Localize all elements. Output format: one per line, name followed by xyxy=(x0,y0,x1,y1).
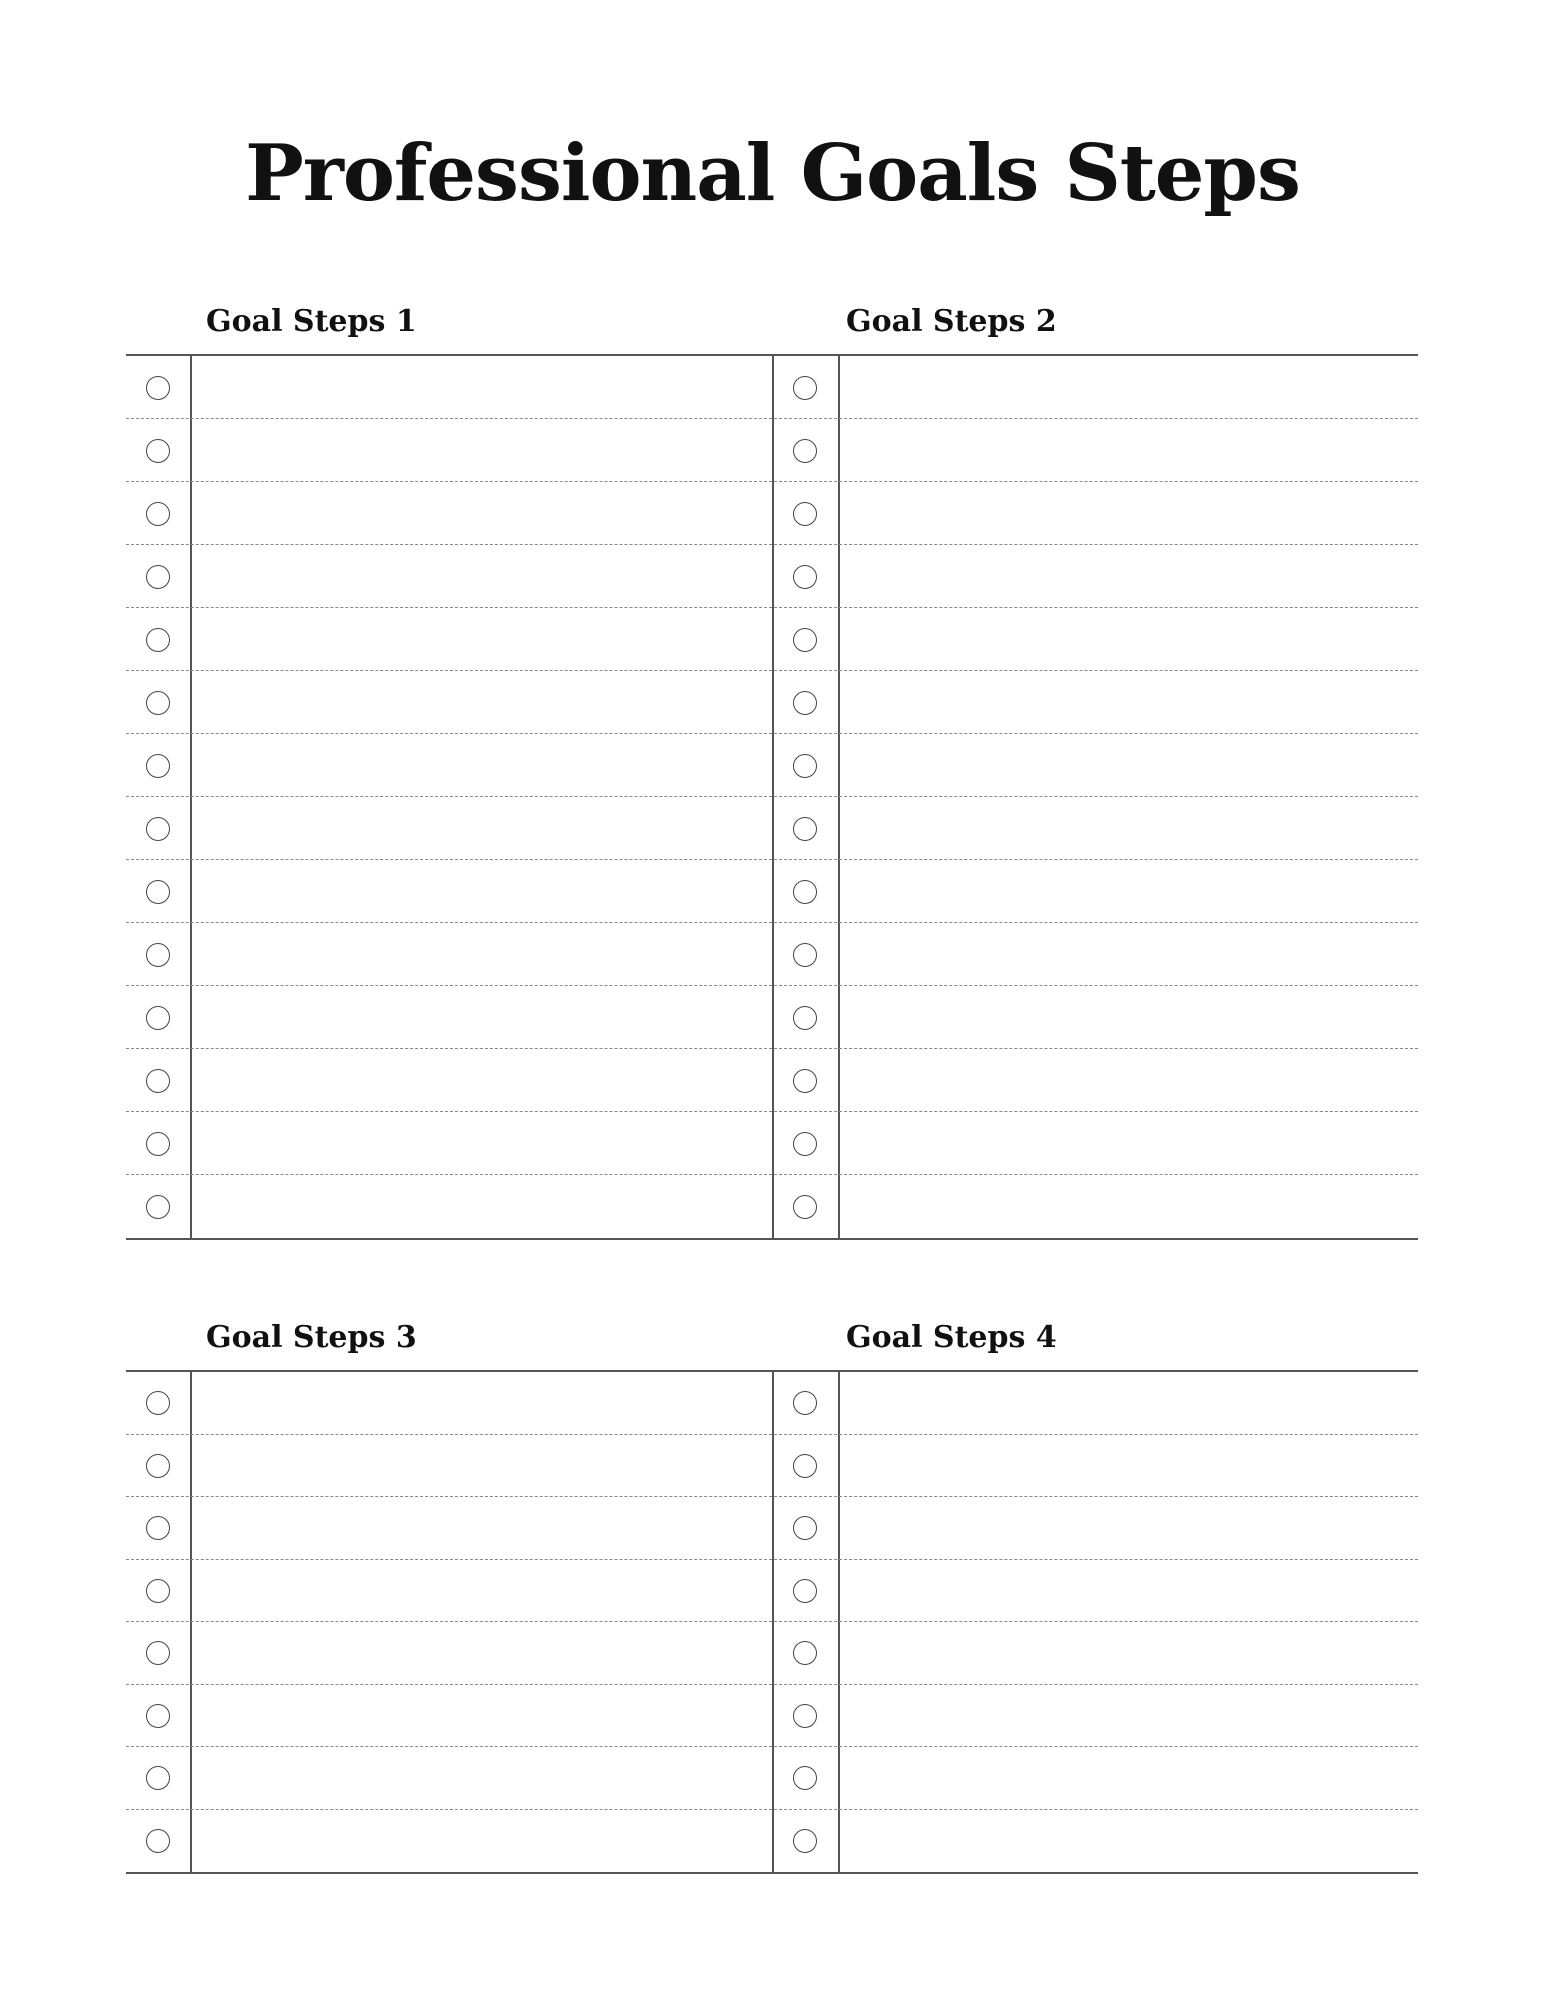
step-checkbox[interactable] xyxy=(793,1641,817,1665)
checklist-row xyxy=(126,1622,772,1685)
step-entry-field[interactable] xyxy=(842,1051,1414,1110)
step-entry-field[interactable] xyxy=(842,1687,1414,1746)
step-checkbox[interactable] xyxy=(793,502,817,526)
step-entry-field[interactable] xyxy=(842,1374,1414,1433)
step-entry-field[interactable] xyxy=(194,1624,768,1683)
checklist-row xyxy=(774,1810,1418,1873)
checklist-row xyxy=(774,734,1418,797)
checklist-row xyxy=(774,1112,1418,1175)
step-checkbox[interactable] xyxy=(793,880,817,904)
step-checkbox[interactable] xyxy=(146,1704,170,1728)
step-checkbox[interactable] xyxy=(146,628,170,652)
checklist-row xyxy=(126,1372,772,1435)
checklist-row xyxy=(774,1435,1418,1498)
checklist-panel-goal-steps-1 xyxy=(126,356,772,1238)
step-entry-field[interactable] xyxy=(194,1374,768,1433)
step-entry-field[interactable] xyxy=(194,1051,768,1110)
goal-steps-section-bottom xyxy=(126,1316,1418,1874)
step-checkbox[interactable] xyxy=(146,376,170,400)
step-entry-field[interactable] xyxy=(194,1177,768,1236)
step-checkbox[interactable] xyxy=(146,1516,170,1540)
step-checkbox[interactable] xyxy=(146,1766,170,1790)
step-checkbox[interactable] xyxy=(146,1641,170,1665)
step-entry-field[interactable] xyxy=(842,988,1414,1047)
step-entry-field[interactable] xyxy=(194,988,768,1047)
step-entry-field[interactable] xyxy=(194,799,768,858)
step-checkbox[interactable] xyxy=(793,1006,817,1030)
checklist-row xyxy=(774,1560,1418,1623)
step-checkbox[interactable] xyxy=(793,1454,817,1478)
checklist-row xyxy=(126,671,772,734)
step-entry-field[interactable] xyxy=(194,1562,768,1621)
step-entry-field[interactable] xyxy=(842,925,1414,984)
step-checkbox[interactable] xyxy=(146,439,170,463)
checklist-panel-goal-steps-4 xyxy=(772,1372,1418,1872)
step-entry-field[interactable] xyxy=(194,421,768,480)
step-checkbox[interactable] xyxy=(793,754,817,778)
step-entry-field[interactable] xyxy=(842,610,1414,669)
checklist-row xyxy=(774,986,1418,1049)
step-checkbox[interactable] xyxy=(146,691,170,715)
checklist-row xyxy=(126,419,772,482)
checklist-row xyxy=(774,419,1418,482)
step-checkbox[interactable] xyxy=(146,1391,170,1415)
step-checkbox[interactable] xyxy=(793,943,817,967)
step-checkbox[interactable] xyxy=(146,1454,170,1478)
checklist-row xyxy=(774,1175,1418,1238)
checklist-row xyxy=(126,545,772,608)
panel-title-goal-steps-4: Goal Steps 4 xyxy=(846,1320,1057,1355)
step-entry-field[interactable] xyxy=(842,1562,1414,1621)
step-entry-field[interactable] xyxy=(194,925,768,984)
checklist-row xyxy=(126,1560,772,1623)
step-checkbox[interactable] xyxy=(793,565,817,589)
checklist-row xyxy=(774,797,1418,860)
checklist-panel-goal-steps-3 xyxy=(126,1372,772,1872)
step-entry-field[interactable] xyxy=(194,862,768,921)
step-checkbox[interactable] xyxy=(793,439,817,463)
checklist-row xyxy=(774,608,1418,671)
step-entry-field[interactable] xyxy=(842,1114,1414,1173)
step-entry-field[interactable] xyxy=(842,862,1414,921)
checklist-row xyxy=(126,1435,772,1498)
checklist-row xyxy=(774,545,1418,608)
panel-title-goal-steps-1: Goal Steps 1 xyxy=(206,304,417,339)
step-checkbox[interactable] xyxy=(793,1132,817,1156)
checklist-row xyxy=(774,671,1418,734)
step-checkbox[interactable] xyxy=(793,1195,817,1219)
checklist-row xyxy=(126,1685,772,1748)
checklist-row xyxy=(126,356,772,419)
step-entry-field[interactable] xyxy=(842,484,1414,543)
checklist-grid xyxy=(126,1370,1418,1874)
step-entry-field[interactable] xyxy=(842,421,1414,480)
checklist-row xyxy=(774,923,1418,986)
step-checkbox[interactable] xyxy=(793,376,817,400)
goal-steps-section-top xyxy=(126,300,1418,1240)
panel-title-goal-steps-2: Goal Steps 2 xyxy=(846,304,1057,339)
step-checkbox[interactable] xyxy=(146,817,170,841)
step-entry-field[interactable] xyxy=(194,1812,768,1871)
step-entry-field[interactable] xyxy=(194,1437,768,1496)
step-checkbox[interactable] xyxy=(146,502,170,526)
step-entry-field[interactable] xyxy=(842,1812,1414,1871)
step-entry-field[interactable] xyxy=(194,547,768,606)
checklist-row xyxy=(774,1747,1418,1810)
step-checkbox[interactable] xyxy=(793,817,817,841)
step-checkbox[interactable] xyxy=(793,1829,817,1853)
checklist-row xyxy=(126,1810,772,1873)
step-entry-field[interactable] xyxy=(842,1749,1414,1808)
section-headers xyxy=(126,1316,1418,1370)
checklist-row xyxy=(774,860,1418,923)
step-entry-field[interactable] xyxy=(194,358,768,417)
checklist-row xyxy=(126,1497,772,1560)
step-checkbox[interactable] xyxy=(146,1579,170,1603)
step-entry-field[interactable] xyxy=(842,736,1414,795)
step-entry-field[interactable] xyxy=(842,358,1414,417)
step-checkbox[interactable] xyxy=(793,1766,817,1790)
step-checkbox[interactable] xyxy=(793,1391,817,1415)
step-checkbox[interactable] xyxy=(793,1069,817,1093)
step-checkbox[interactable] xyxy=(146,880,170,904)
checklist-row xyxy=(126,860,772,923)
step-checkbox[interactable] xyxy=(146,943,170,967)
checklist-row xyxy=(126,1175,772,1238)
checklist-panel-goal-steps-2 xyxy=(772,356,1418,1238)
step-checkbox[interactable] xyxy=(793,1704,817,1728)
checklist-row xyxy=(126,986,772,1049)
step-checkbox[interactable] xyxy=(793,691,817,715)
step-entry-field[interactable] xyxy=(194,1499,768,1558)
step-checkbox[interactable] xyxy=(146,1006,170,1030)
step-checkbox[interactable] xyxy=(793,1579,817,1603)
step-checkbox[interactable] xyxy=(146,1195,170,1219)
section-headers xyxy=(126,300,1418,354)
checklist-grid xyxy=(126,354,1418,1240)
checklist-row xyxy=(774,482,1418,545)
step-checkbox[interactable] xyxy=(146,1132,170,1156)
checklist-row xyxy=(774,1622,1418,1685)
step-entry-field[interactable] xyxy=(842,1624,1414,1683)
step-entry-field[interactable] xyxy=(194,673,768,732)
step-entry-field[interactable] xyxy=(842,1499,1414,1558)
step-checkbox[interactable] xyxy=(793,628,817,652)
step-entry-field[interactable] xyxy=(194,1687,768,1746)
checklist-row xyxy=(126,482,772,545)
step-entry-field[interactable] xyxy=(842,1437,1414,1496)
step-entry-field[interactable] xyxy=(194,1749,768,1808)
page-title: Professional Goals Steps xyxy=(245,128,1300,219)
step-checkbox[interactable] xyxy=(793,1516,817,1540)
checklist-row xyxy=(126,1049,772,1112)
step-entry-field[interactable] xyxy=(842,547,1414,606)
step-checkbox[interactable] xyxy=(146,1829,170,1853)
panel-title-goal-steps-3: Goal Steps 3 xyxy=(206,1320,417,1355)
checklist-row xyxy=(126,797,772,860)
checklist-row xyxy=(774,1049,1418,1112)
step-entry-field[interactable] xyxy=(842,799,1414,858)
checklist-row xyxy=(774,1372,1418,1435)
checklist-row xyxy=(126,923,772,986)
checklist-row xyxy=(774,1685,1418,1748)
step-checkbox[interactable] xyxy=(146,1069,170,1093)
step-checkbox[interactable] xyxy=(146,754,170,778)
checklist-row xyxy=(774,356,1418,419)
step-entry-field[interactable] xyxy=(842,673,1414,732)
step-checkbox[interactable] xyxy=(146,565,170,589)
checklist-row xyxy=(126,1747,772,1810)
step-entry-field[interactable] xyxy=(194,610,768,669)
step-entry-field[interactable] xyxy=(194,1114,768,1173)
checklist-row xyxy=(774,1497,1418,1560)
step-entry-field[interactable] xyxy=(194,484,768,543)
checklist-row xyxy=(126,608,772,671)
checklist-row xyxy=(126,1112,772,1175)
step-entry-field[interactable] xyxy=(842,1177,1414,1236)
step-entry-field[interactable] xyxy=(194,736,768,795)
checklist-row xyxy=(126,734,772,797)
